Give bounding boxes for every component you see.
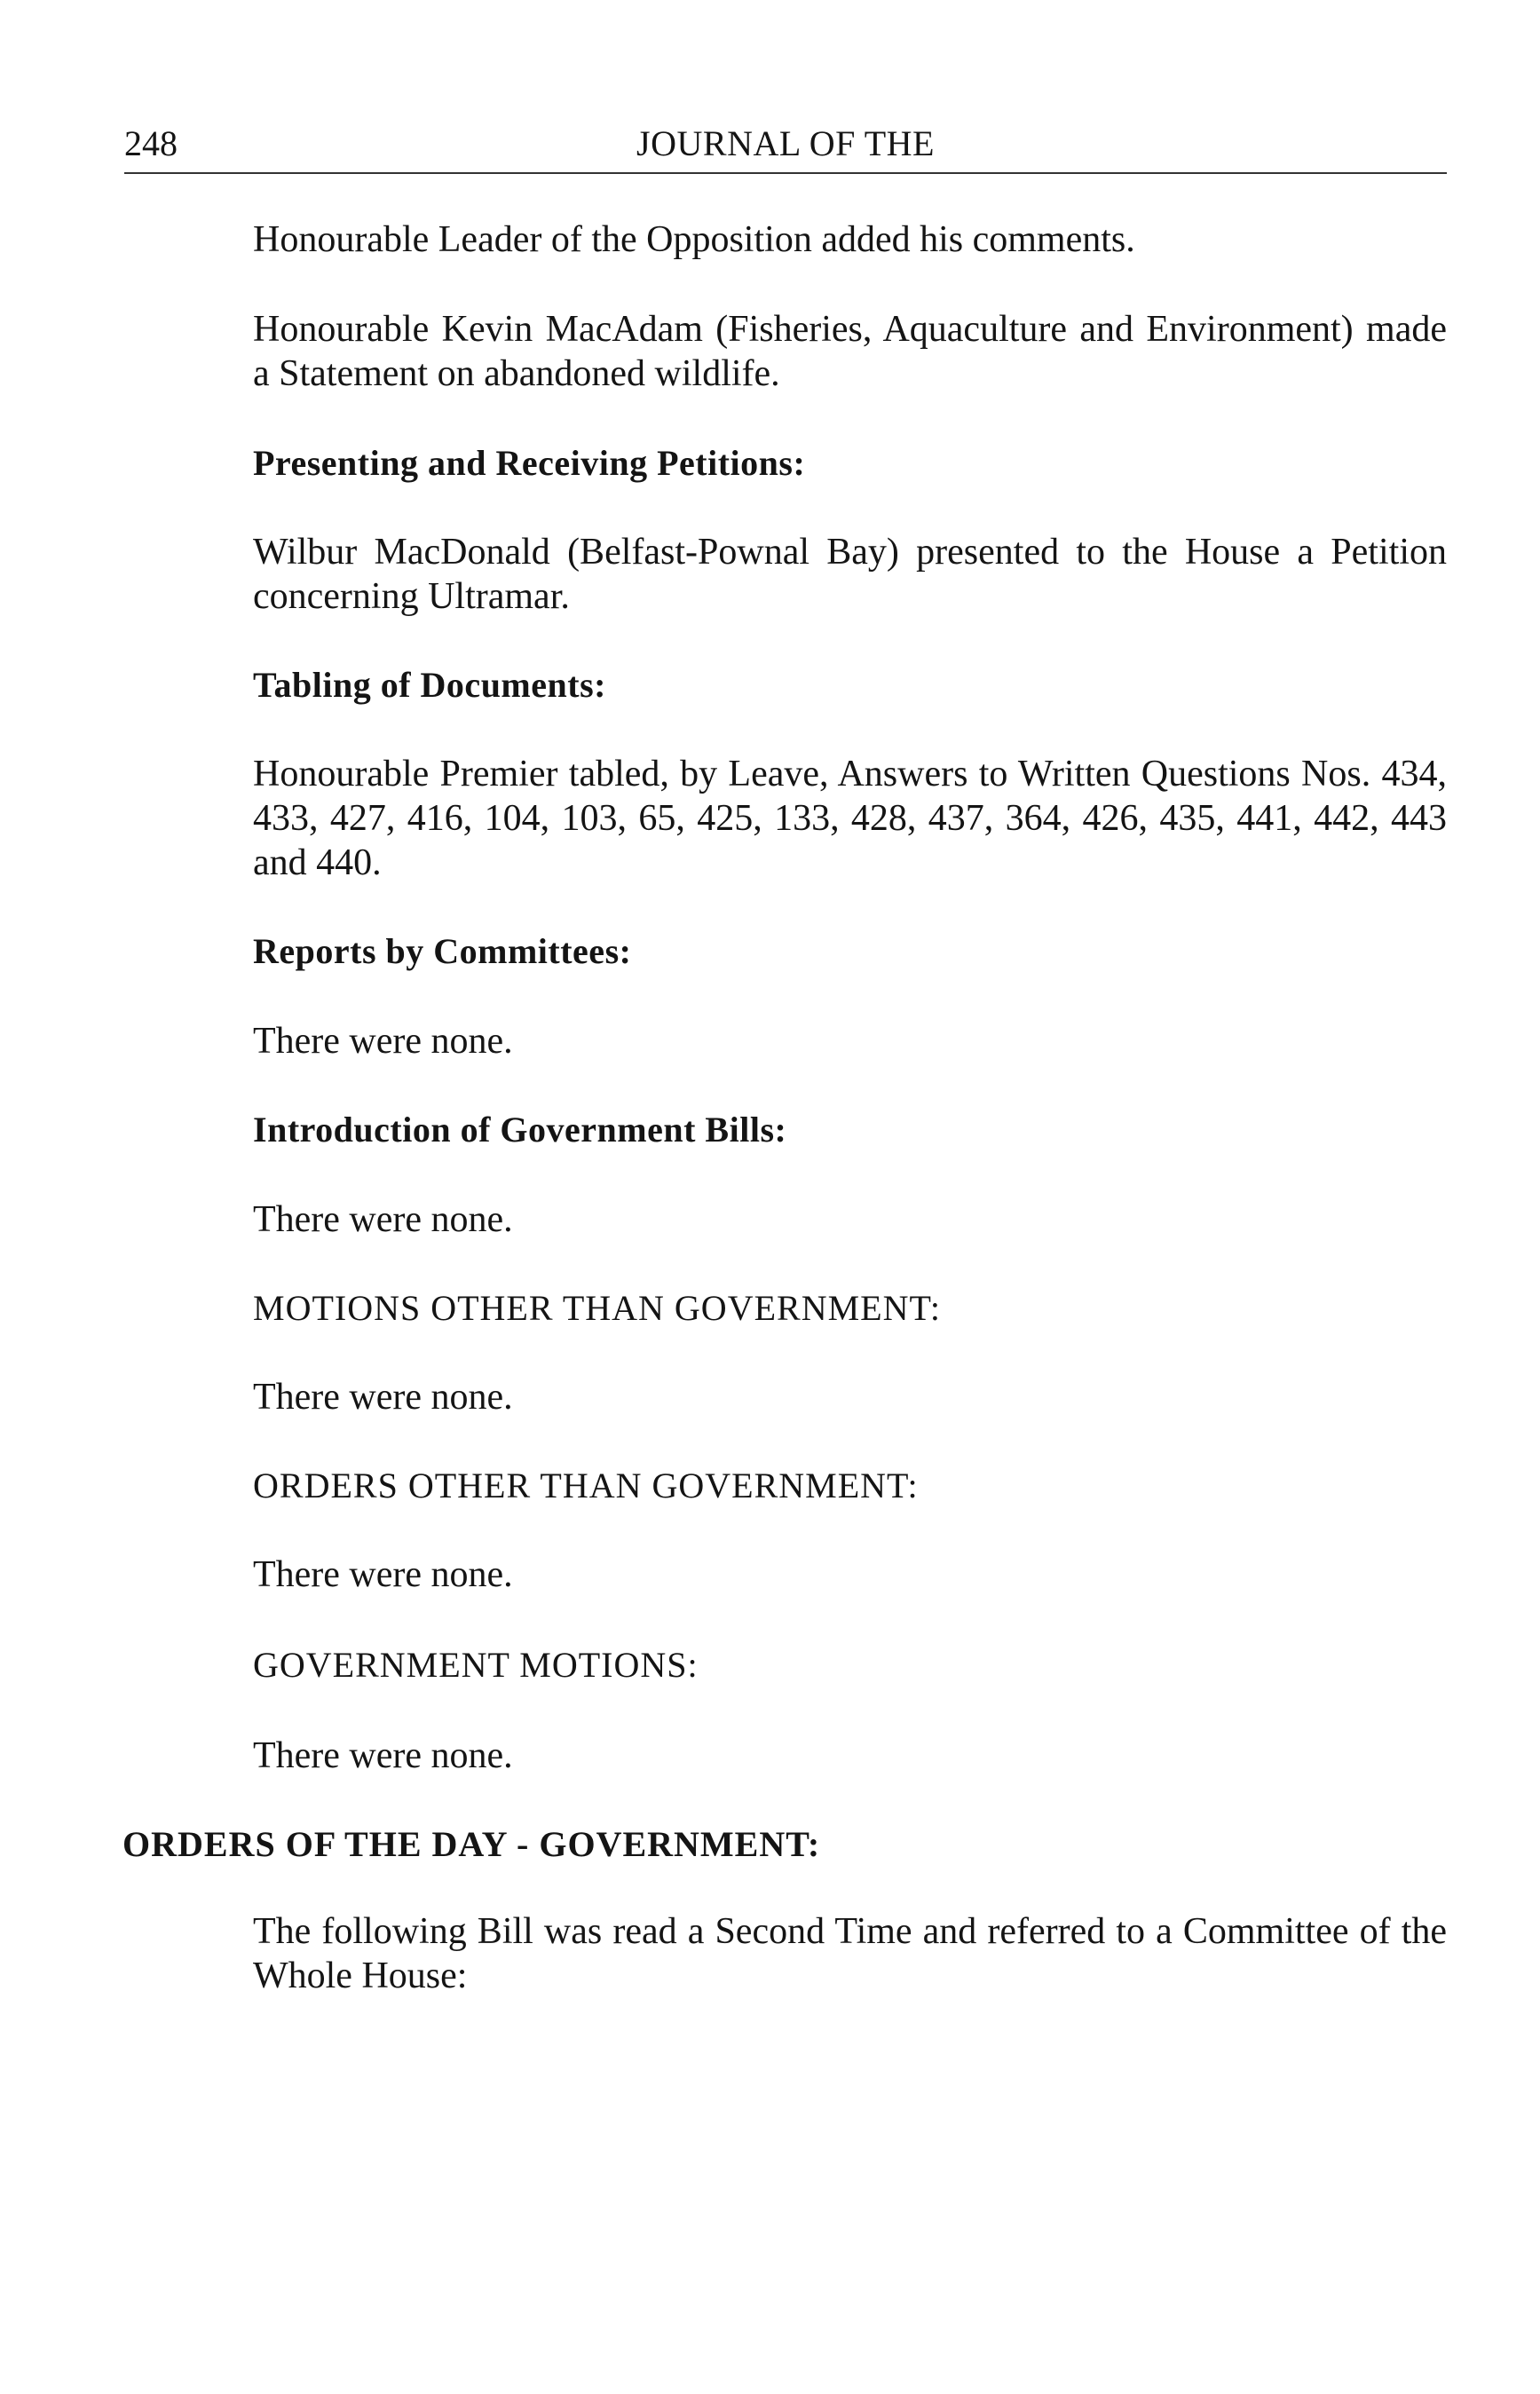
paragraph-motions-other-none: There were none. — [253, 1377, 513, 1418]
heading-reports-committees: Reports by Committees: — [253, 931, 632, 971]
page-header — [124, 117, 1447, 174]
heading-orders-other: ORDERS OTHER THAN GOVERNMENT: — [253, 1466, 919, 1505]
running-head: JOURNAL OF THE — [636, 123, 935, 163]
paragraph-wildlife-statement: Honourable Kevin MacAdam (Fisheries, Aquaculture and Environment) made a Statement on abandoned wildlife. — [253, 309, 1447, 394]
heading-government-motions: GOVERNMENT MOTIONS: — [253, 1645, 699, 1685]
paragraph-tabling: Honourable Premier tabled, by Leave, Answers to Written Questions Nos. 434, 433, 427, 416, 104, 103, 65, 425, 133, 428, 437, 364, 426, 435, 441, 442, 443 and 440. — [253, 754, 1447, 883]
page-number: 248 — [124, 123, 178, 163]
heading-introduction-bills: Introduction of Government Bills: — [253, 1110, 787, 1150]
heading-tabling-documents: Tabling of Documents: — [253, 665, 606, 705]
heading-orders-of-the-day: ORDERS OF THE DAY - GOVERNMENT: — [122, 1824, 821, 1864]
paragraph-petition: Wilbur MacDonald (Belfast-Pownal Bay) presented to the House a Petition concerning Ultramar. — [253, 532, 1447, 617]
paragraph-intro-bills-none: There were none. — [253, 1199, 513, 1240]
paragraph-orders-other-none: There were none. — [253, 1554, 513, 1595]
heading-motions-other: MOTIONS OTHER THAN GOVERNMENT: — [253, 1288, 942, 1328]
paragraph-opposition-comments: Honourable Leader of the Opposition added his comments. — [253, 219, 1135, 260]
heading-petitions: Presenting and Receiving Petitions: — [253, 443, 806, 483]
paragraph-reports-none: There were none. — [253, 1021, 513, 1062]
paragraph-second-reading: The following Bill was read a Second Time and referred to a Committee of the Whole House: — [253, 1911, 1447, 1996]
paragraph-gov-motions-none: There were none. — [253, 1735, 513, 1776]
